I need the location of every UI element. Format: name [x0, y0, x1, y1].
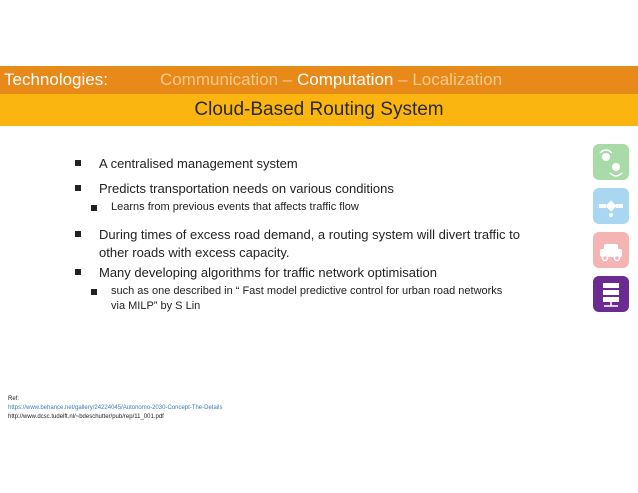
header-separator: –: [398, 70, 408, 89]
bullet-square-icon: [91, 205, 97, 211]
sub-bullet-item: such as one described in “ Fast model predictive control for urban road networks via MILP” by S Lin: [111, 284, 561, 314]
references: [8, 395, 222, 422]
bullet-item: A centralised management system: [99, 155, 298, 173]
bullet-square-icon: [75, 231, 81, 237]
ref-link[interactable]: https://www.behance.net/gallery/24224045/Autonomo-2030-Concept-The-Details: [8, 405, 223, 411]
bullet-item: Predicts transportation needs on various conditions: [99, 180, 394, 198]
cars-icon: [593, 232, 629, 268]
bullet-square-icon: [75, 185, 81, 191]
sub-bullet-item: Learns from previous events that affects traffic flow: [111, 200, 359, 215]
header-lead: Technologies:: [4, 70, 108, 89]
slide-subtitle: Cloud-Based Routing System: [194, 99, 444, 120]
satellite-icon: [593, 188, 629, 224]
communication-icon: [593, 144, 629, 180]
header-localization: Localization: [412, 70, 503, 89]
slide-subtitle-bar: [0, 94, 638, 126]
ref-link[interactable]: http://www.dcsc.tudelft.nl/~bdeschutter/pub/rep/11_001.pdf: [8, 414, 164, 420]
ref-label: Ref:: [8, 396, 20, 402]
section-header: [0, 66, 638, 94]
server-icon: [593, 276, 629, 312]
bullet-square-icon: [75, 269, 81, 275]
bullet-square-icon: [75, 160, 81, 166]
bullet-square-icon: [91, 289, 97, 295]
header-separator: –: [282, 70, 293, 89]
header-communication: Communication: [159, 70, 279, 89]
header-computation: Computation: [296, 70, 394, 89]
bullet-item: During times of excess road demand, a routing system will divert traffic to other roads with excess capacity.: [99, 226, 569, 262]
bullet-item: Many developing algorithms for traffic network optimisation: [99, 264, 437, 282]
